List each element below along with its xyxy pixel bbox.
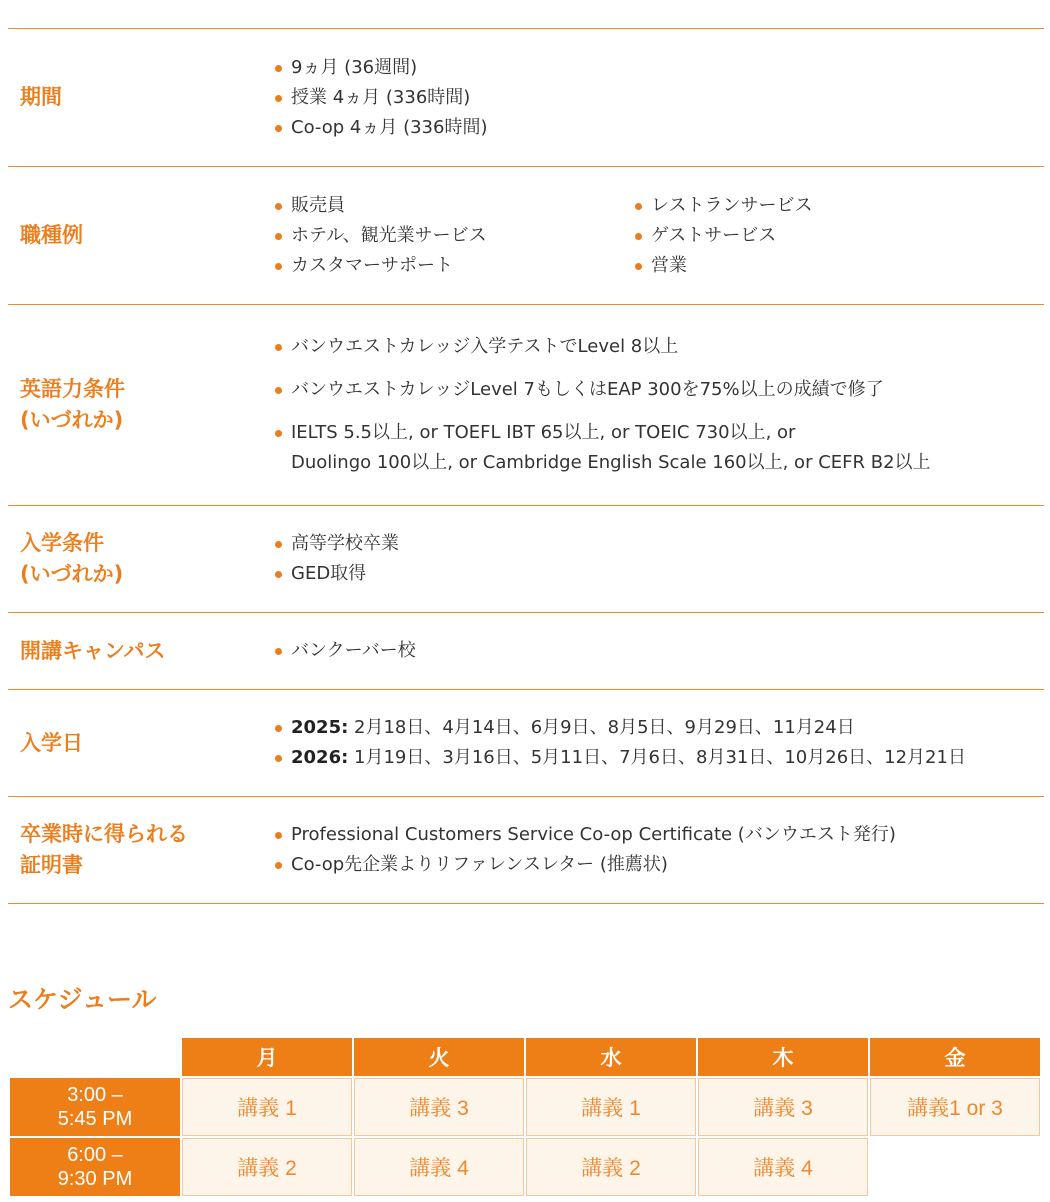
row-period bbox=[8, 28, 1044, 166]
schedule-cell: 講義 1 bbox=[182, 1078, 352, 1136]
schedule-cell: 講義 3 bbox=[698, 1078, 868, 1136]
list-item: 9ヵ月 (36週間) bbox=[273, 53, 1044, 83]
list-item-line: IELTS 5.5以上, or TOEFL IBT 65以上, or TOEIC 730以上, or bbox=[291, 422, 796, 443]
time-slot bbox=[10, 1078, 180, 1136]
label-line: 証明書 bbox=[20, 853, 83, 877]
label-line: 英語力条件 bbox=[20, 377, 125, 401]
label-line: (いづれか) bbox=[20, 408, 124, 432]
date-list: 1月19日、3月16日、5月11日、7月6日、8月31日、10月26日、12月21日 bbox=[348, 747, 966, 768]
year-label: 2025: bbox=[291, 717, 349, 738]
content-campus bbox=[273, 636, 1044, 666]
label-english-requirements bbox=[8, 374, 273, 436]
content-certificates bbox=[273, 820, 1044, 880]
list-item: ホテル、観光業サービス bbox=[273, 221, 633, 251]
label-admission-requirements bbox=[8, 528, 273, 590]
label-job-examples: 職種例 bbox=[20, 223, 83, 247]
label-campus: 開講キャンパス bbox=[20, 638, 166, 663]
content-english-requirements bbox=[273, 332, 1044, 478]
schedule-header-row bbox=[10, 1038, 1040, 1076]
time-line: 9:30 PM bbox=[57, 1168, 133, 1190]
label-line: (いづれか) bbox=[20, 562, 124, 586]
time-slot bbox=[10, 1138, 180, 1196]
year-label: 2026: bbox=[291, 747, 349, 768]
day-header: 月 bbox=[182, 1038, 352, 1076]
schedule-cell: 講義 4 bbox=[354, 1138, 524, 1196]
row-certificates bbox=[8, 796, 1044, 904]
list-item: 営業 bbox=[633, 251, 993, 281]
row-admission-requirements bbox=[8, 505, 1044, 612]
content-job-examples bbox=[273, 191, 1044, 281]
list-item: 授業 4ヵ月 (336時間) bbox=[273, 83, 1044, 113]
day-header: 水 bbox=[526, 1038, 696, 1076]
time-line: 3:00 – bbox=[67, 1084, 123, 1106]
list-item: レストランサービス bbox=[633, 191, 993, 221]
list-item: Co-op 4ヵ月 (336時間) bbox=[273, 113, 1044, 143]
row-job-examples bbox=[8, 166, 1044, 304]
label-certificates bbox=[8, 819, 273, 881]
content-admission-requirements bbox=[273, 529, 1044, 589]
list-item: 高等学校卒業 bbox=[273, 529, 1044, 559]
date-list: 2月18日、4月14日、6月9日、8月5日、9月29日、11月24日 bbox=[348, 717, 855, 738]
table-row bbox=[10, 1138, 1040, 1196]
day-header: 金 bbox=[870, 1038, 1040, 1076]
schedule-title: スケジュール bbox=[8, 985, 157, 1014]
row-campus bbox=[8, 612, 1044, 689]
time-line: 5:45 PM bbox=[57, 1108, 133, 1130]
program-info-table bbox=[8, 28, 1044, 904]
schedule-cell: 講義 1 bbox=[526, 1078, 696, 1136]
schedule-cell: 講義 3 bbox=[354, 1078, 524, 1136]
time-line: 6:00 – bbox=[67, 1144, 123, 1166]
list-item: ゲストサービス bbox=[633, 221, 993, 251]
label-line: 卒業時に得られる bbox=[20, 822, 188, 846]
schedule-cell: 講義 2 bbox=[526, 1138, 696, 1196]
schedule-cell: 講義 2 bbox=[182, 1138, 352, 1196]
schedule-cell-empty bbox=[870, 1138, 1040, 1196]
list-item: バンウエストカレッジ入学テストでLevel 8以上 bbox=[273, 332, 1044, 362]
row-start-dates bbox=[8, 689, 1044, 796]
label-line: 入学条件 bbox=[20, 531, 104, 555]
list-item: Professional Customers Service Co-op Certificate (バンウエスト発行) bbox=[273, 820, 1044, 850]
header-blank bbox=[10, 1038, 180, 1076]
list-item bbox=[273, 418, 1044, 478]
content-period bbox=[273, 53, 1044, 143]
list-item bbox=[273, 743, 1044, 773]
schedule-cell: 講義 4 bbox=[698, 1138, 868, 1196]
list-item: GED取得 bbox=[273, 559, 1044, 589]
label-period: 期間 bbox=[20, 85, 62, 109]
row-english-requirements bbox=[8, 304, 1044, 505]
label-start-dates: 入学日 bbox=[20, 730, 83, 755]
table-row bbox=[10, 1078, 1040, 1136]
content-start-dates bbox=[273, 713, 1044, 773]
list-item: バンウエストカレッジLevel 7もしくはEAP 300を75%以上の成績で修了 bbox=[273, 375, 1044, 405]
list-item: バンクーバー校 bbox=[273, 636, 1044, 666]
day-header: 木 bbox=[698, 1038, 868, 1076]
schedule-table bbox=[8, 1036, 1042, 1198]
list-item: Co-op先企業よりリファレンスレター (推薦状) bbox=[273, 850, 1044, 880]
list-item-line: Duolingo 100以上, or Cambridge English Scale 160以上, or CEFR B2以上 bbox=[291, 452, 931, 473]
day-header: 火 bbox=[354, 1038, 524, 1076]
list-item: カスタマーサポート bbox=[273, 251, 633, 281]
schedule-cell: 講義1 or 3 bbox=[870, 1078, 1040, 1136]
list-item bbox=[273, 713, 1044, 743]
list-item: 販売員 bbox=[273, 191, 633, 221]
